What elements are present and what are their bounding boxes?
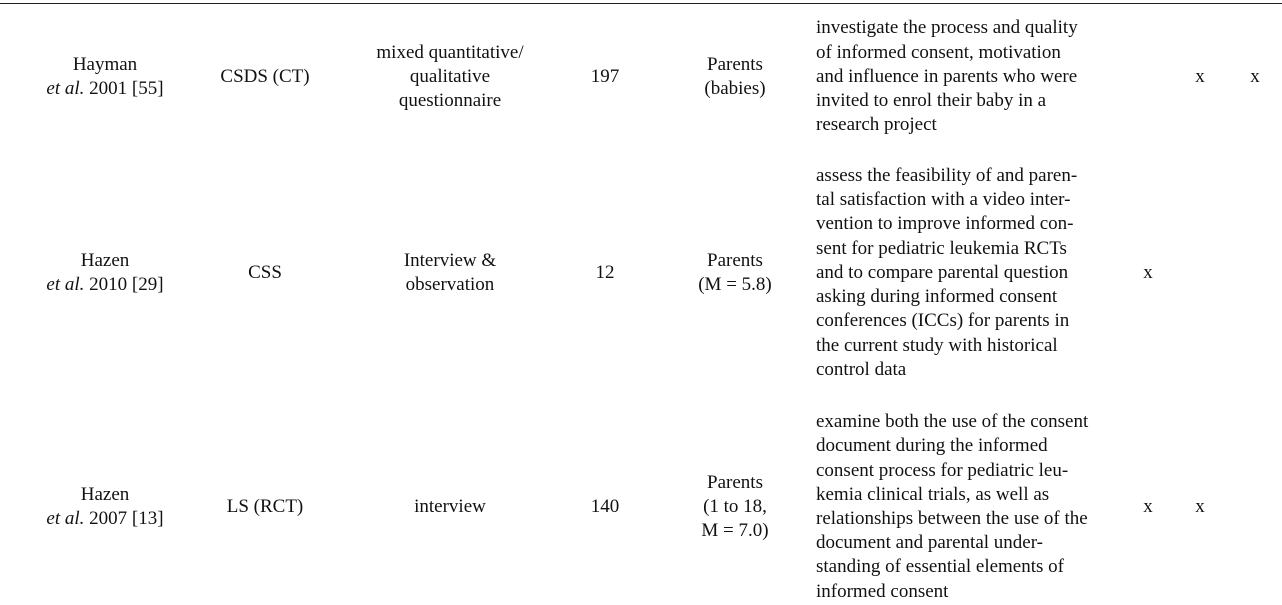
aim-line: assess the feasibility of and paren-: [816, 165, 1078, 187]
aim-line: informed consent: [816, 580, 949, 602]
aim-line: relationships between the use of the: [816, 508, 1088, 529]
mark-cell-1: [1133, 16, 1163, 138]
study-year-ref: 2001 [55]: [84, 78, 164, 99]
study-citation: [46, 273, 163, 297]
method-cell: [350, 164, 550, 382]
population-cell: [670, 410, 800, 604]
study-cell: [30, 410, 180, 604]
aim-line: kemia clinical trials, as well as: [816, 483, 1050, 505]
method-cell: [350, 16, 550, 138]
aim-cell: [816, 410, 1131, 604]
population-line: (M = 5.8): [698, 274, 772, 295]
mark-cell-1: [1133, 410, 1163, 604]
study-year-ref: 2010 [29]: [84, 274, 164, 295]
aim-cell: [816, 16, 1131, 138]
mark-cell-3: [1240, 164, 1270, 382]
population-line: Parents: [707, 472, 763, 493]
table-row: [0, 16, 1282, 138]
aim-line: examine both the use of the consent: [816, 411, 1089, 433]
mark-cell-2: [1185, 410, 1215, 604]
table-row: [0, 164, 1282, 382]
mark-x: x: [1250, 66, 1260, 87]
method-cell: [350, 410, 550, 604]
design-cell: [195, 16, 335, 138]
population-line: M = 7.0): [701, 520, 769, 541]
design-cell: [195, 164, 335, 382]
mark-cell-1: [1133, 164, 1163, 382]
design-cell: [195, 410, 335, 604]
aim-line: asking during informed consent: [816, 286, 1058, 308]
aim-line: vention to improve informed con-: [816, 213, 1074, 235]
method-line: qualitative: [409, 66, 491, 87]
table-top-rule: [0, 3, 1282, 4]
aim-cell: [816, 164, 1131, 382]
mark-x: x: [1195, 66, 1205, 87]
sample-size-cell: [560, 164, 650, 382]
design-text: CSDS (CT): [220, 66, 310, 87]
sample-size-cell: [560, 16, 650, 138]
design-text: LS (RCT): [226, 496, 304, 517]
aim-line: and influence in parents who were: [816, 65, 1078, 87]
population-line: Parents: [707, 250, 763, 271]
method-line: questionnaire: [398, 90, 502, 111]
mark-cell-2: [1185, 164, 1215, 382]
aim-line: sent for pediatric leukemia RCTs: [816, 237, 1067, 259]
aim-line: of informed consent, motivation: [816, 41, 1061, 63]
mark-x: x: [1143, 262, 1153, 283]
study-citation: [46, 77, 163, 101]
method-line: Interview &: [403, 250, 497, 271]
aim-line: and to compare parental question: [816, 261, 1069, 283]
aim-line: standing of essential elements of: [816, 556, 1064, 578]
mark-cell-3: [1240, 16, 1270, 138]
study-year-ref: 2007 [13]: [84, 508, 164, 529]
aim-line: the current study with historical: [816, 334, 1058, 356]
aim-line: investigate the process and quality: [816, 17, 1078, 39]
study-author: Hazen: [80, 250, 130, 271]
study-cell: [30, 164, 180, 382]
population-line: (1 to 18,: [703, 496, 767, 517]
method-line: interview: [414, 496, 486, 517]
sample-size-text: 12: [595, 262, 615, 283]
sample-size-cell: [560, 410, 650, 604]
population-cell: [670, 164, 800, 382]
mark-x: x: [1195, 496, 1205, 517]
aim-line: consent process for pediatric leu-: [816, 459, 1069, 481]
aim-line: control data: [816, 358, 907, 380]
study-cell: [30, 16, 180, 138]
aim-line: research project: [816, 114, 937, 136]
table-row: [0, 410, 1282, 604]
mark-x: x: [1143, 496, 1153, 517]
population-cell: [670, 16, 800, 138]
method-line: mixed quantitative/: [376, 42, 524, 63]
aim-line: invited to enrol their baby in a: [816, 90, 1047, 112]
mark-cell-2: [1185, 16, 1215, 138]
study-author: Hazen: [80, 484, 130, 505]
aim-line: tal satisfaction with a video inter-: [816, 189, 1071, 211]
study-citation: [46, 507, 163, 531]
population-line: (babies): [704, 78, 766, 99]
study-author: Hayman: [72, 54, 138, 75]
aim-line: conferences (ICCs) for parents in: [816, 310, 1070, 332]
study-etal: et al.: [46, 274, 85, 295]
sample-size-text: 140: [590, 496, 620, 517]
study-etal: et al.: [46, 508, 85, 529]
method-line: observation: [405, 274, 495, 295]
mark-cell-3: [1240, 410, 1270, 604]
aim-line: document during the informed: [816, 435, 1048, 457]
study-etal: et al.: [46, 78, 85, 99]
population-line: Parents: [707, 54, 763, 75]
aim-line: document and parental under-: [816, 532, 1043, 554]
design-text: CSS: [248, 262, 282, 283]
sample-size-text: 197: [590, 66, 620, 87]
